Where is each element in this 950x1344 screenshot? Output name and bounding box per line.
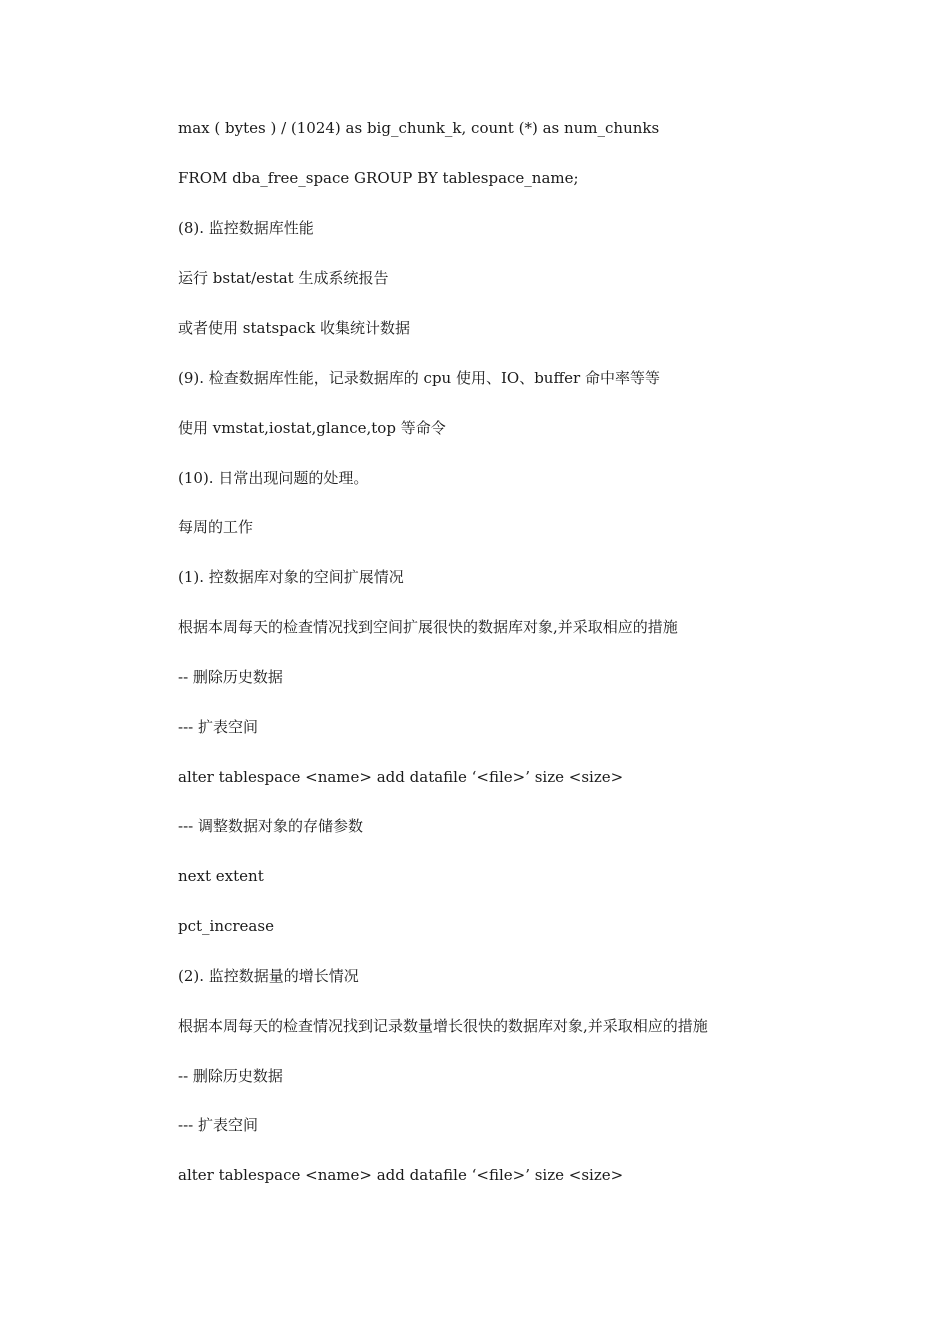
section-heading-8: (8). 监控数据库性能 <box>178 219 314 237</box>
list-item: --- 扩表空间 <box>178 718 258 736</box>
sql-from-line: FROM dba_free_space GROUP BY tablespace_name; <box>178 169 579 187</box>
list-item: -- 删除历史数据 <box>178 1067 283 1085</box>
weekly-work-heading: 每周的工作 <box>178 518 254 536</box>
section-heading-2: (2). 监控数据量的增长情况 <box>178 967 359 985</box>
param-line: next extent <box>178 867 264 885</box>
paragraph-line: 运行 bstat/estat 生成系统报告 <box>178 269 389 287</box>
list-item: -- 删除历史数据 <box>178 668 283 686</box>
paragraph-line: 或者使用 statspack 收集统计数据 <box>178 319 410 337</box>
paragraph-line: 根据本周每天的检查情况找到空间扩展很快的数据库对象,并采取相应的措施 <box>178 618 678 636</box>
paragraph-line: 根据本周每天的检查情况找到记录数量增长很快的数据库对象,并采取相应的措施 <box>178 1017 708 1035</box>
section-heading-9: (9). 检查数据库性能，记录数据库的 cpu 使用、IO、buffer 命中率等等 <box>178 369 660 387</box>
section-heading-1: (1). 控数据库对象的空间扩展情况 <box>178 568 404 586</box>
sql-alter-line: alter tablespace <name> add datafile ‘<file>’ size <size> <box>178 1166 624 1184</box>
sql-alter-line: alter tablespace <name> add datafile ‘<file>’ size <size> <box>178 768 624 786</box>
list-item: --- 扩表空间 <box>178 1116 258 1134</box>
paragraph-line: 使用 vmstat,iostat,glance,top 等命令 <box>178 419 446 437</box>
section-heading-10: (10). 日常出现问题的处理。 <box>178 469 369 487</box>
param-line: pct_increase <box>178 917 274 935</box>
list-item: --- 调整数据对象的存储参数 <box>178 817 363 835</box>
sql-select-line: max ( bytes ) / (1024) as big_chunk_k, count (*) as num_chunks <box>178 119 660 137</box>
